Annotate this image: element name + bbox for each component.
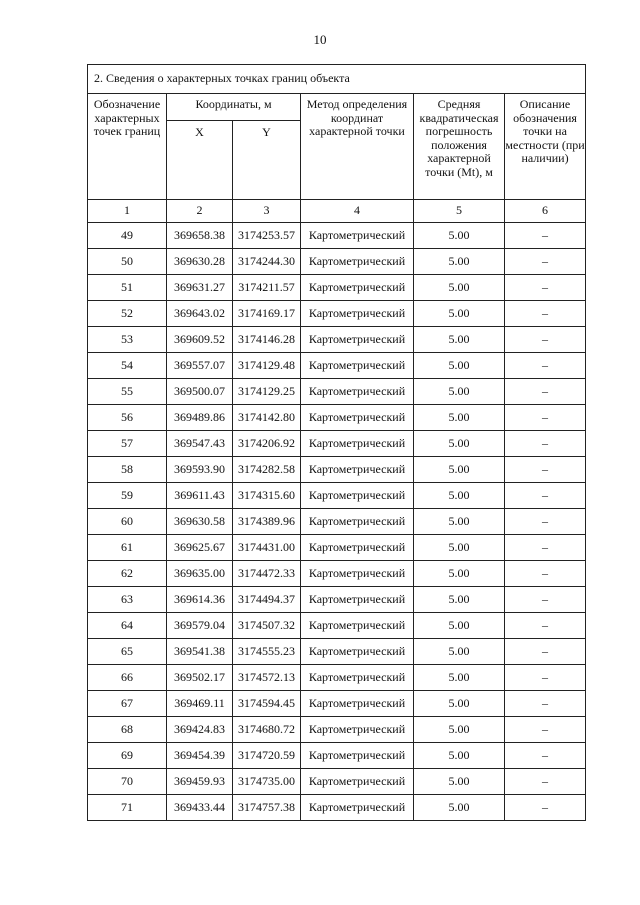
- column-number: 1: [88, 200, 167, 223]
- cell-x: 369541.38: [167, 639, 233, 665]
- section-title-row: [88, 65, 586, 94]
- cell-x: 369579.04: [167, 613, 233, 639]
- cell-method: Картометрический: [301, 769, 414, 795]
- boundary-points-table: [87, 64, 586, 821]
- cell-error: 5.00: [414, 457, 505, 483]
- cell-x: 369611.43: [167, 483, 233, 509]
- cell-x: 369500.07: [167, 379, 233, 405]
- table-row: [88, 561, 586, 587]
- cell-x: 369625.67: [167, 535, 233, 561]
- table-row: [88, 587, 586, 613]
- cell-point: 71: [88, 795, 167, 821]
- cell-description: –: [505, 535, 586, 561]
- header-description: Описание обозначения точки на местности (при наличии): [505, 94, 586, 200]
- cell-y: 3174129.25: [233, 379, 301, 405]
- cell-point: 49: [88, 223, 167, 249]
- cell-description: –: [505, 743, 586, 769]
- cell-x: 369658.38: [167, 223, 233, 249]
- cell-description: –: [505, 249, 586, 275]
- table-row: [88, 301, 586, 327]
- cell-point: 66: [88, 665, 167, 691]
- table-row: [88, 483, 586, 509]
- cell-y: 3174142.80: [233, 405, 301, 431]
- cell-method: Картометрический: [301, 301, 414, 327]
- cell-method: Картометрический: [301, 431, 414, 457]
- cell-y: 3174431.00: [233, 535, 301, 561]
- cell-point: 70: [88, 769, 167, 795]
- cell-error: 5.00: [414, 743, 505, 769]
- table-row: [88, 613, 586, 639]
- cell-description: –: [505, 353, 586, 379]
- cell-y: 3174315.60: [233, 483, 301, 509]
- table-row: [88, 717, 586, 743]
- cell-error: 5.00: [414, 561, 505, 587]
- header-row: [88, 94, 586, 121]
- cell-y: 3174129.48: [233, 353, 301, 379]
- cell-description: –: [505, 691, 586, 717]
- cell-x: 369489.86: [167, 405, 233, 431]
- header-coordinates: Координаты, м: [167, 94, 301, 121]
- cell-point: 64: [88, 613, 167, 639]
- cell-error: 5.00: [414, 535, 505, 561]
- cell-point: 63: [88, 587, 167, 613]
- cell-point: 69: [88, 743, 167, 769]
- cell-error: 5.00: [414, 405, 505, 431]
- column-number: 4: [301, 200, 414, 223]
- table-row: [88, 431, 586, 457]
- cell-description: –: [505, 561, 586, 587]
- cell-method: Картометрический: [301, 613, 414, 639]
- cell-point: 55: [88, 379, 167, 405]
- cell-point: 65: [88, 639, 167, 665]
- cell-y: 3174680.72: [233, 717, 301, 743]
- cell-y: 3174244.30: [233, 249, 301, 275]
- table-row: [88, 743, 586, 769]
- cell-description: –: [505, 431, 586, 457]
- cell-point: 67: [88, 691, 167, 717]
- cell-error: 5.00: [414, 275, 505, 301]
- column-number: 3: [233, 200, 301, 223]
- cell-x: 369433.44: [167, 795, 233, 821]
- cell-description: –: [505, 379, 586, 405]
- cell-y: 3174507.32: [233, 613, 301, 639]
- table-row: [88, 249, 586, 275]
- cell-method: Картометрический: [301, 691, 414, 717]
- cell-description: –: [505, 639, 586, 665]
- cell-x: 369593.90: [167, 457, 233, 483]
- cell-y: 3174253.57: [233, 223, 301, 249]
- cell-x: 369557.07: [167, 353, 233, 379]
- cell-method: Картометрический: [301, 327, 414, 353]
- table-row: [88, 275, 586, 301]
- cell-point: 57: [88, 431, 167, 457]
- column-number: 6: [505, 200, 586, 223]
- cell-error: 5.00: [414, 795, 505, 821]
- cell-description: –: [505, 327, 586, 353]
- table-row: [88, 665, 586, 691]
- cell-y: 3174720.59: [233, 743, 301, 769]
- cell-point: 58: [88, 457, 167, 483]
- cell-error: 5.00: [414, 769, 505, 795]
- cell-error: 5.00: [414, 717, 505, 743]
- table-row: [88, 691, 586, 717]
- cell-error: 5.00: [414, 353, 505, 379]
- cell-x: 369630.58: [167, 509, 233, 535]
- cell-y: 3174282.58: [233, 457, 301, 483]
- table-row: [88, 379, 586, 405]
- cell-x: 369631.27: [167, 275, 233, 301]
- cell-x: 369609.52: [167, 327, 233, 353]
- cell-method: Картометрический: [301, 379, 414, 405]
- cell-y: 3174146.28: [233, 327, 301, 353]
- cell-method: Картометрический: [301, 509, 414, 535]
- cell-description: –: [505, 223, 586, 249]
- cell-error: 5.00: [414, 639, 505, 665]
- cell-method: Картометрический: [301, 353, 414, 379]
- cell-point: 51: [88, 275, 167, 301]
- cell-point: 60: [88, 509, 167, 535]
- cell-point: 59: [88, 483, 167, 509]
- cell-x: 369635.00: [167, 561, 233, 587]
- cell-point: 53: [88, 327, 167, 353]
- cell-error: 5.00: [414, 665, 505, 691]
- cell-y: 3174389.96: [233, 509, 301, 535]
- cell-description: –: [505, 457, 586, 483]
- header-y: Y: [233, 121, 301, 200]
- cell-method: Картометрический: [301, 639, 414, 665]
- cell-description: –: [505, 665, 586, 691]
- cell-point: 68: [88, 717, 167, 743]
- cell-x: 369502.17: [167, 665, 233, 691]
- cell-method: Картометрический: [301, 535, 414, 561]
- column-number: 2: [167, 200, 233, 223]
- cell-method: Картометрический: [301, 483, 414, 509]
- cell-description: –: [505, 405, 586, 431]
- cell-error: 5.00: [414, 587, 505, 613]
- cell-error: 5.00: [414, 509, 505, 535]
- cell-error: 5.00: [414, 691, 505, 717]
- cell-point: 61: [88, 535, 167, 561]
- cell-method: Картометрический: [301, 665, 414, 691]
- table-row: [88, 457, 586, 483]
- cell-method: Картометрический: [301, 405, 414, 431]
- cell-error: 5.00: [414, 431, 505, 457]
- section-title: 2. Сведения о характерных точках границ объекта: [88, 65, 586, 94]
- table-row: [88, 405, 586, 431]
- cell-description: –: [505, 795, 586, 821]
- cell-method: Картометрический: [301, 275, 414, 301]
- cell-y: 3174572.13: [233, 665, 301, 691]
- header-method: Метод определения координат характерной точки: [301, 94, 414, 200]
- cell-point: 56: [88, 405, 167, 431]
- cell-error: 5.00: [414, 483, 505, 509]
- cell-x: 369614.36: [167, 587, 233, 613]
- cell-description: –: [505, 613, 586, 639]
- cell-error: 5.00: [414, 249, 505, 275]
- cell-error: 5.00: [414, 327, 505, 353]
- cell-point: 50: [88, 249, 167, 275]
- cell-y: 3174555.23: [233, 639, 301, 665]
- cell-y: 3174206.92: [233, 431, 301, 457]
- cell-method: Картометрический: [301, 743, 414, 769]
- cell-y: 3174169.17: [233, 301, 301, 327]
- cell-method: Картометрический: [301, 795, 414, 821]
- table-row: [88, 535, 586, 561]
- table-row: [88, 769, 586, 795]
- table-row: [88, 795, 586, 821]
- cell-point: 62: [88, 561, 167, 587]
- column-number-row: [88, 200, 586, 223]
- cell-y: 3174494.37: [233, 587, 301, 613]
- cell-x: 369459.93: [167, 769, 233, 795]
- cell-description: –: [505, 509, 586, 535]
- cell-x: 369424.83: [167, 717, 233, 743]
- cell-x: 369630.28: [167, 249, 233, 275]
- cell-x: 369454.39: [167, 743, 233, 769]
- cell-description: –: [505, 301, 586, 327]
- cell-method: Картометрический: [301, 717, 414, 743]
- cell-point: 52: [88, 301, 167, 327]
- cell-method: Картометрический: [301, 457, 414, 483]
- header-error: Средняя квадратическая погрешность положения характерной точки (Mt), м: [414, 94, 505, 200]
- cell-x: 369469.11: [167, 691, 233, 717]
- table-row: [88, 509, 586, 535]
- cell-y: 3174211.57: [233, 275, 301, 301]
- cell-y: 3174735.00: [233, 769, 301, 795]
- cell-description: –: [505, 769, 586, 795]
- table-row: [88, 223, 586, 249]
- table-row: [88, 327, 586, 353]
- cell-y: 3174472.33: [233, 561, 301, 587]
- cell-method: Картометрический: [301, 561, 414, 587]
- column-number: 5: [414, 200, 505, 223]
- table-row: [88, 639, 586, 665]
- cell-x: 369547.43: [167, 431, 233, 457]
- cell-point: 54: [88, 353, 167, 379]
- cell-method: Картометрический: [301, 587, 414, 613]
- cell-error: 5.00: [414, 613, 505, 639]
- cell-x: 369643.02: [167, 301, 233, 327]
- table-row: [88, 353, 586, 379]
- cell-method: Картометрический: [301, 249, 414, 275]
- header-point-designation: Обозначение характерных точек границ: [88, 94, 167, 200]
- cell-error: 5.00: [414, 301, 505, 327]
- cell-y: 3174594.45: [233, 691, 301, 717]
- cell-description: –: [505, 275, 586, 301]
- page-number: 10: [313, 32, 327, 47]
- cell-y: 3174757.38: [233, 795, 301, 821]
- cell-description: –: [505, 483, 586, 509]
- header-x: X: [167, 121, 233, 200]
- cell-error: 5.00: [414, 379, 505, 405]
- cell-method: Картометрический: [301, 223, 414, 249]
- cell-description: –: [505, 587, 586, 613]
- cell-error: 5.00: [414, 223, 505, 249]
- cell-description: –: [505, 717, 586, 743]
